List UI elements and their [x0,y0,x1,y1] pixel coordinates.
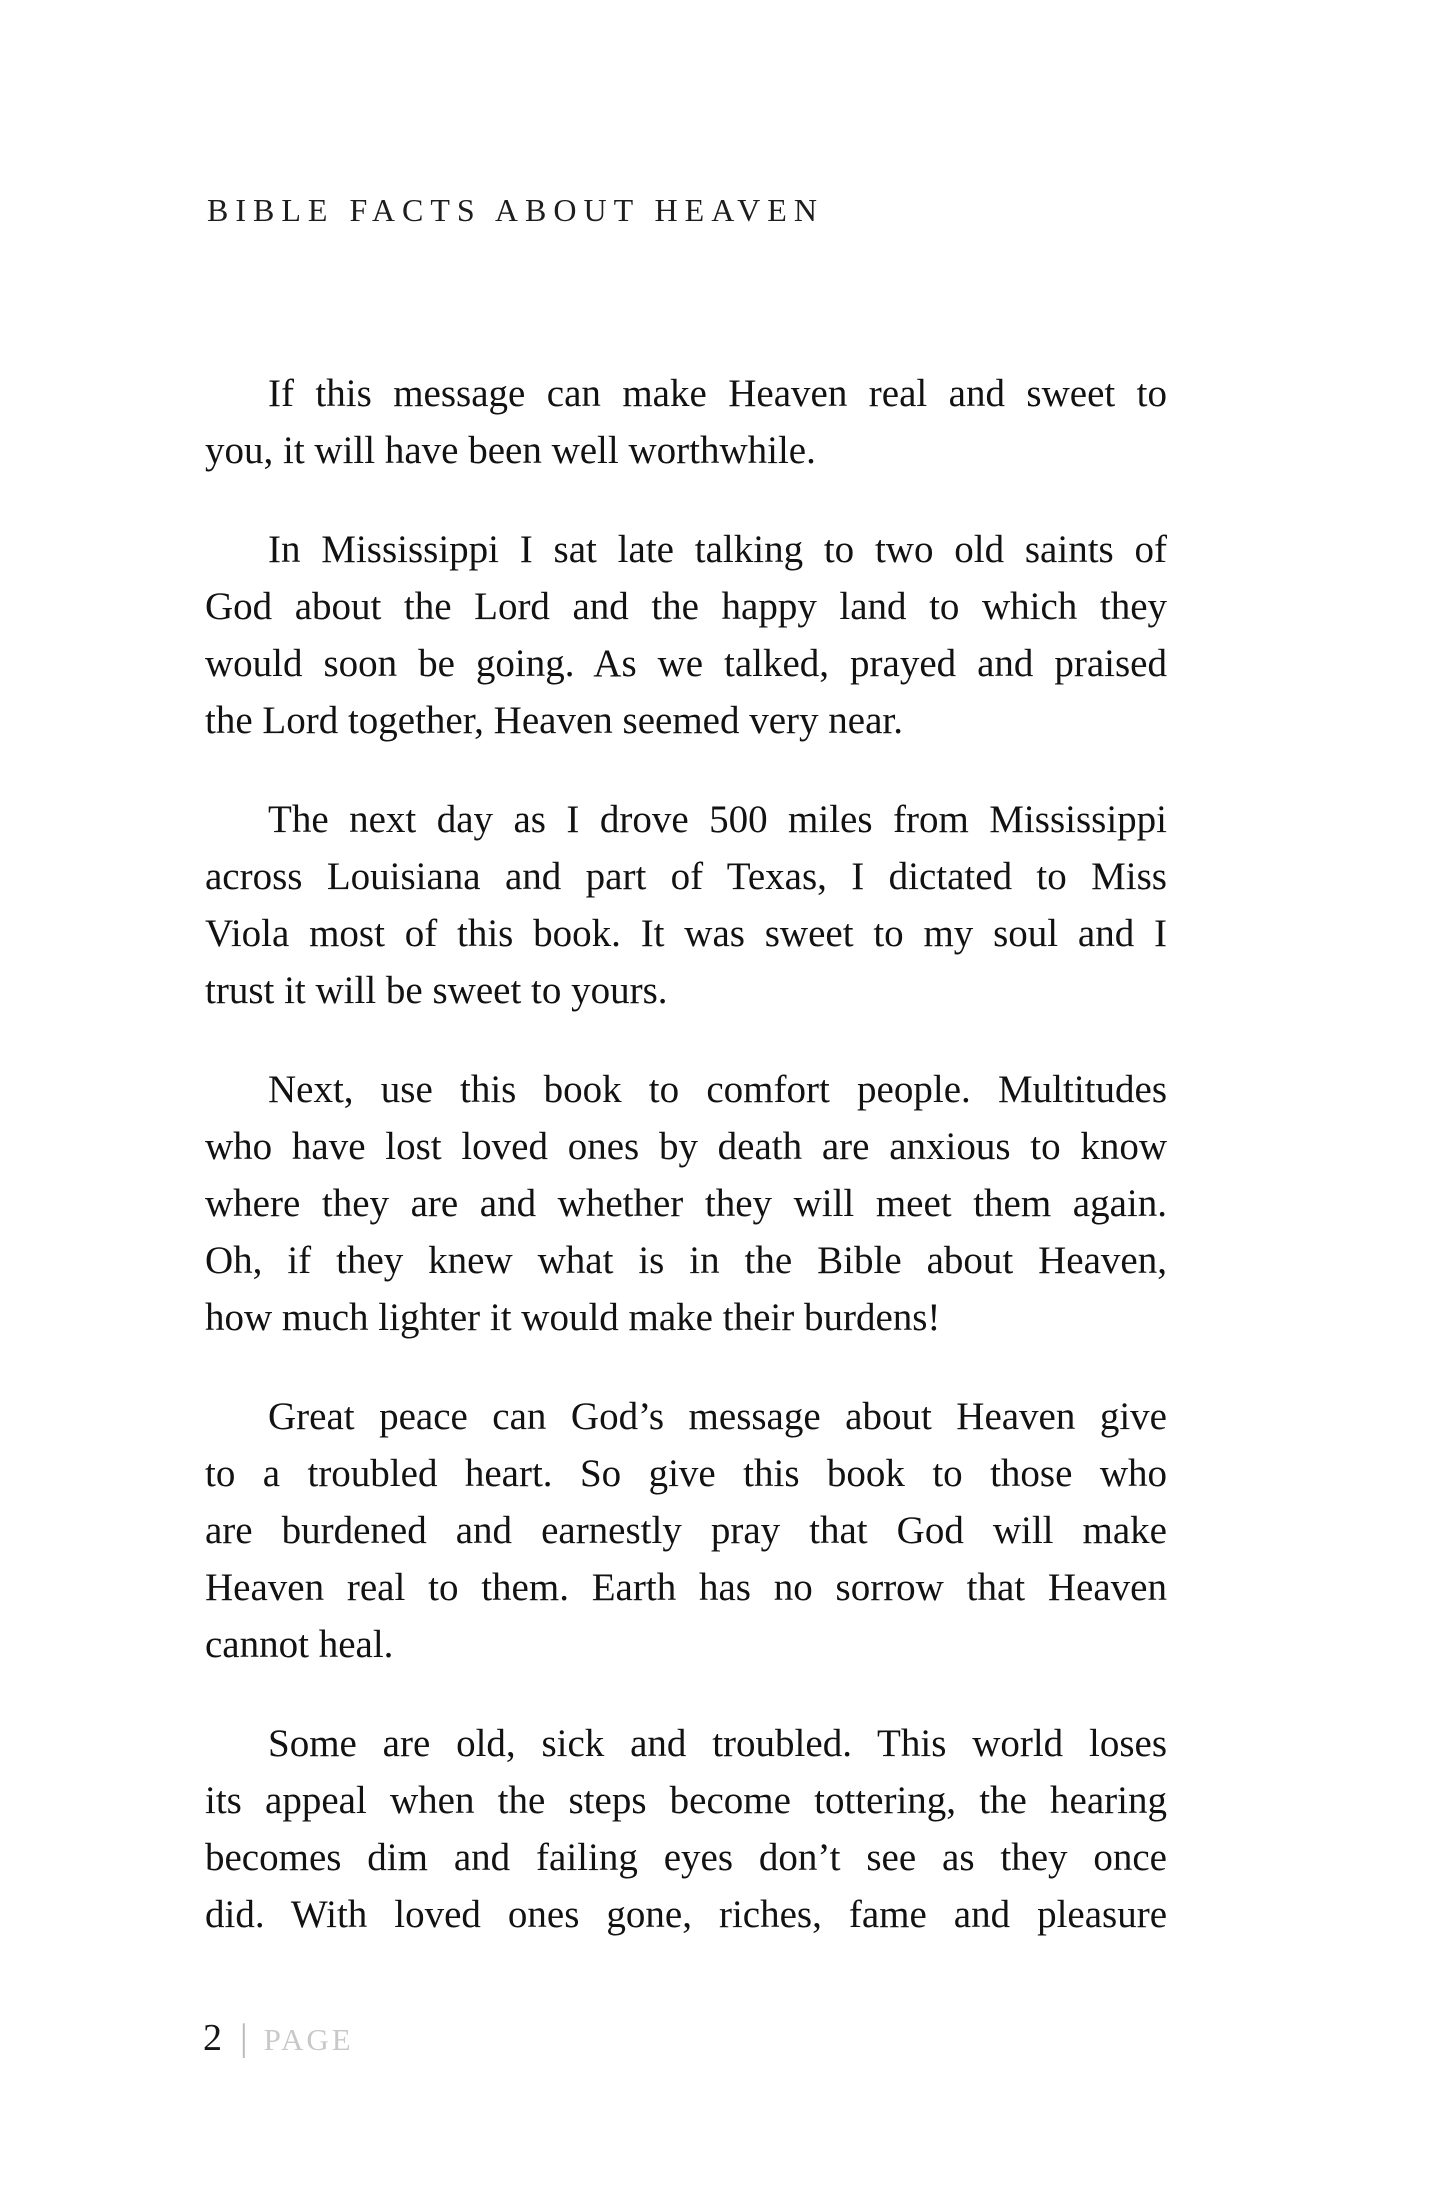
page-number: 2 [203,2017,222,2059]
text-line: The next day as I drove 500 miles from Mississippi [268,798,1167,841]
text-line: who have lost loved ones by death are anxious to know [205,1125,1167,1168]
paragraph [205,365,1167,479]
text-line: trust it will be sweet to yours. [205,969,668,1012]
text-line: the Lord together, Heaven seemed very near. [205,699,903,742]
text-line: did. With loved ones gone, riches, fame and pleasure [205,1893,1167,1936]
text-line: becomes dim and failing eyes don’t see as they once [205,1836,1167,1879]
text-line: are burdened and earnestly pray that God will make [205,1509,1167,1552]
page-title: BIBLE FACTS ABOUT HEAVEN [207,192,824,228]
text-line: how much lighter it would make their burdens! [205,1296,941,1339]
text-line: In Mississippi I sat late talking to two old saints of [268,528,1167,571]
footer-page-label: PAGE [263,2022,354,2057]
text-line: where they are and whether they will meet them again. [205,1182,1167,1225]
paragraph [205,1061,1167,1346]
text-line: to a troubled heart. So give this book to those who [205,1452,1167,1495]
paragraph [205,521,1167,749]
text-line: its appeal when the steps become tottering, the hearing [205,1779,1167,1822]
page-footer [203,2016,354,2060]
text-line: Great peace can God’s message about Heaven give [268,1395,1167,1438]
text-line: Viola most of this book. It was sweet to my soul and I [205,912,1167,955]
text-line: If this message can make Heaven real and sweet to [268,372,1167,415]
page-body [205,365,1167,1985]
text-line: across Louisiana and part of Texas, I dictated to Miss [205,855,1167,898]
text-line: would soon be going. As we talked, prayed and praised [205,642,1167,685]
paragraph [205,1388,1167,1673]
text-line: Oh, if they knew what is in the Bible about Heaven, [205,1239,1167,1282]
text-line: Next, use this book to comfort people. Multitudes [268,1068,1167,1111]
paragraph [205,791,1167,1019]
text-line: God about the Lord and the happy land to which they [205,585,1167,628]
text-line: cannot heal. [205,1623,394,1666]
text-line: Heaven real to them. Earth has no sorrow that Heaven [205,1566,1167,1609]
footer-separator: | [240,2017,248,2059]
paragraph [205,1715,1167,1943]
text-line: Some are old, sick and troubled. This world loses [268,1722,1167,1765]
text-line: you, it will have been well worthwhile. [205,429,816,472]
